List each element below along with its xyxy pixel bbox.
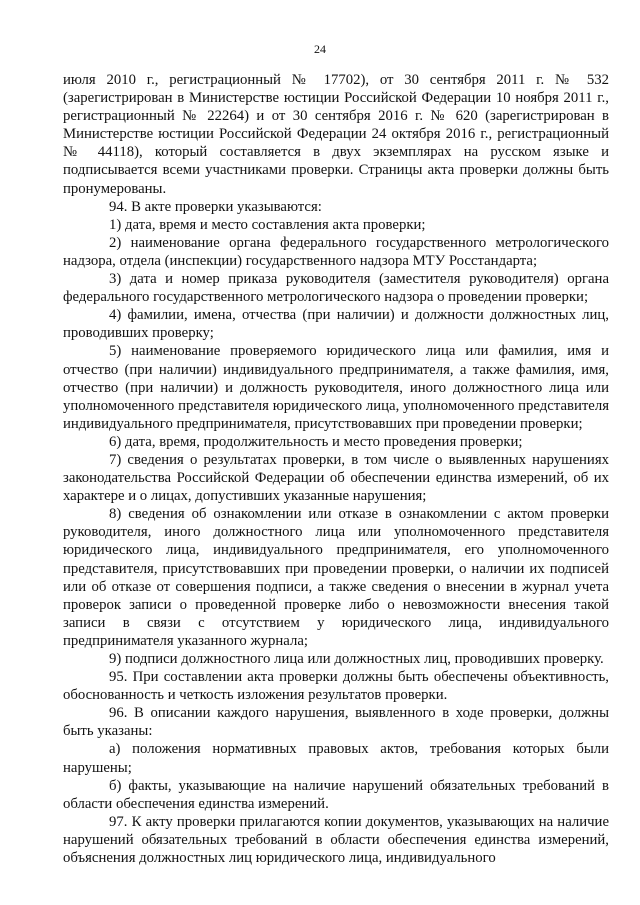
- paragraph-94-item-6: 6) дата, время, продолжительность и место проведения проверки;: [109, 433, 523, 450]
- paragraph-94-item-3: 3) дата и номер приказа руководителя (заместителя руководителя) органа федерального государственного метрологического надзора о проведении проверки;: [63, 271, 609, 306]
- paragraph-94: 94. В акте проверки указываются:: [109, 198, 322, 215]
- paragraph-94-item-9: 9) подписи должностного лица или должностных лиц, проводивших проверку.: [109, 651, 604, 667]
- paragraph-94-item-8: 8) сведения об ознакомлении или отказе в ознакомлении с актом проверки руководителя, иного должностного лица или уполномоченного представителя юридического лица, индивидуального предпринимателя, его уполномоченного представителя, присутствовавших при проведении проверки, о наличии их подписей или об отказе от совершения подписи, а также сведения о внесении в журнал учета проверок записи о проведенной проверке либо о невозможности внесения такой записи в связи с отсутствием у юридического лица, индивидуального предпринимателя указанного журнала;: [63, 506, 609, 649]
- paragraph-96-item-b: б) факты, указывающие на наличие нарушений обязательных требований в области обеспечения единства измерений.: [63, 777, 609, 812]
- paragraph-96-item-a: а) положения нормативных правовых актов, требования которых были нарушены;: [63, 741, 609, 776]
- page-number: 24: [314, 42, 326, 56]
- paragraph-95: 95. При составлении акта проверки должны быть обеспечены объективность, обоснованность и четкость изложения результатов проверки.: [63, 669, 609, 704]
- paragraph-94-item-5: 5) наименование проверяемого юридического лица или фамилия, имя и отчество (при наличии) индивидуального предпринимателя, а также фамилия, имя, отчество (при наличии) и должность руководителя, иного должностного лица или уполномоченного представителя юридического лица, уполномоченного представителя индивидуального предпринимателя, присутствовавших при проведении проверки;: [63, 343, 609, 432]
- paragraph-96: 96. В описании каждого нарушения, выявленного в ходе проверки, должны быть указаны:: [63, 705, 609, 740]
- paragraph-94-item-1: 1) дата, время и место составления акта проверки;: [109, 216, 426, 233]
- paragraph-97: 97. К акту проверки прилагаются копии документов, указывающих на наличие нарушений обязательных требований в области обеспечения единства измерений, объяснения должностных лиц юридического лица, индивидуального: [63, 813, 609, 867]
- paragraph-continuation: июля 2010 г., регистрационный № 17702), от 30 сентября 2011 г. № 532 (зарегистрирован в Министерстве юстиции Российской Федерации 10 ноября 2011 г., регистрационный № 22264) и от 30 сентября 2016 г. № 620 (зарегистрирован в Министерстве юстиции Российской Федерации 24 октября 2016 г., регистрационный № 44118), который составляется в двух экземплярах на русском языке и подписывается всеми участниками проверки. Страницы акта проверки должны быть пронумерованы.: [63, 72, 609, 197]
- body-text: [63, 71, 609, 867]
- paragraph-94-item-2: 2) наименование органа федерального государственного метрологического надзора, отдела (инспекции) государственного надзора МТУ Росстандарта;: [63, 234, 609, 269]
- paragraph-94-item-4: 4) фамилии, имена, отчества (при наличии) и должности должностных лиц, проводивших проверку;: [63, 307, 609, 342]
- paragraph-94-item-7: 7) сведения о результатах проверки, в том числе о выявленных нарушениях законодательства Российской Федерации об обеспечении единства измерений, об их характере и о лицах, допустивших указанные нарушения;: [63, 451, 609, 505]
